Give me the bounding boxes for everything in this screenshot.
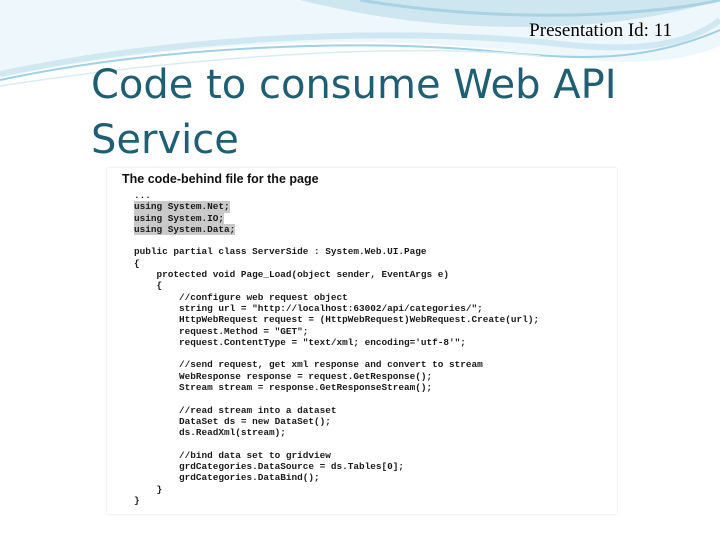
code-line-text: } bbox=[134, 495, 140, 507]
code-line bbox=[134, 213, 539, 224]
code-line bbox=[134, 405, 539, 416]
code-line-text: WebResponse response = request.GetResponse(); bbox=[134, 370, 433, 382]
code-line-text-highlighted: using System.Net; bbox=[134, 201, 230, 213]
code-line bbox=[134, 371, 539, 382]
code-line bbox=[134, 280, 539, 291]
presentation-id: Presentation Id: 11 bbox=[529, 20, 672, 41]
code-line bbox=[134, 190, 539, 201]
code-line-text: grdCategories.DataSource = ds.Tables[0]; bbox=[134, 461, 405, 473]
code-line-text: { bbox=[134, 257, 140, 269]
slide-title: Code to consume Web API Service bbox=[91, 62, 617, 163]
code-line-text: //bind data set to gridview bbox=[134, 449, 331, 461]
code-line bbox=[134, 359, 539, 370]
code-line bbox=[134, 235, 539, 246]
code-line-text: { bbox=[134, 280, 163, 292]
code-line-text: ... bbox=[134, 190, 151, 201]
code-line bbox=[134, 461, 539, 472]
code-line-text bbox=[134, 393, 539, 404]
code-line-text: DataSet ds = new DataSet(); bbox=[134, 415, 331, 427]
code-line bbox=[134, 416, 539, 427]
code-caption: The code-behind file for the page bbox=[122, 172, 319, 186]
code-line-text: grdCategories.DataBind(); bbox=[134, 472, 320, 484]
code-line bbox=[134, 439, 539, 450]
code-line-text: string url = "http://localhost:63002/api/categories/"; bbox=[134, 302, 483, 314]
code-line-text: //configure web request object bbox=[134, 291, 348, 303]
code-line bbox=[134, 450, 539, 461]
code-line-text-highlighted: using System.IO; bbox=[134, 212, 225, 224]
code-line bbox=[134, 348, 539, 359]
code-line bbox=[134, 269, 539, 280]
code-line-text bbox=[134, 348, 539, 359]
code-line bbox=[134, 224, 539, 235]
code-line bbox=[134, 314, 539, 325]
code-line bbox=[134, 495, 539, 506]
code-line-text: protected void Page_Load(object sender, EventArgs e) bbox=[134, 269, 450, 281]
code-line bbox=[134, 382, 539, 393]
code-line bbox=[134, 326, 539, 337]
code-line bbox=[134, 246, 539, 257]
code-line bbox=[134, 337, 539, 348]
code-line-text: } bbox=[134, 483, 163, 495]
code-line bbox=[134, 393, 539, 404]
code-line-text-highlighted: using System.Data; bbox=[134, 223, 236, 235]
code-line-text bbox=[134, 235, 539, 246]
code-line bbox=[134, 303, 539, 314]
code-line-text: HttpWebRequest request = (HttpWebRequest)WebRequest.Create(url); bbox=[134, 314, 540, 326]
code-line-text: request.ContentType = "text/xml; encoding='utf-8'"; bbox=[134, 336, 466, 348]
code-line-text: ds.ReadXml(stream); bbox=[134, 427, 286, 439]
code-line bbox=[134, 201, 539, 212]
code-line-text: //read stream into a dataset bbox=[134, 404, 337, 416]
code-line-text: request.Method = "GET"; bbox=[134, 325, 309, 337]
code-line-text: Stream stream = response.GetResponseStream(); bbox=[134, 382, 433, 394]
code-line-text: public partial class ServerSide : System.Web.UI.Page bbox=[134, 246, 427, 258]
code-line-text bbox=[134, 439, 539, 450]
code-line bbox=[134, 292, 539, 303]
code-line bbox=[134, 472, 539, 483]
code-line bbox=[134, 484, 539, 495]
code-screenshot bbox=[107, 168, 617, 514]
code-line bbox=[134, 427, 539, 438]
code-line-text: //send request, get xml response and convert to stream bbox=[134, 359, 483, 371]
code-block bbox=[134, 190, 539, 506]
code-line bbox=[134, 258, 539, 269]
